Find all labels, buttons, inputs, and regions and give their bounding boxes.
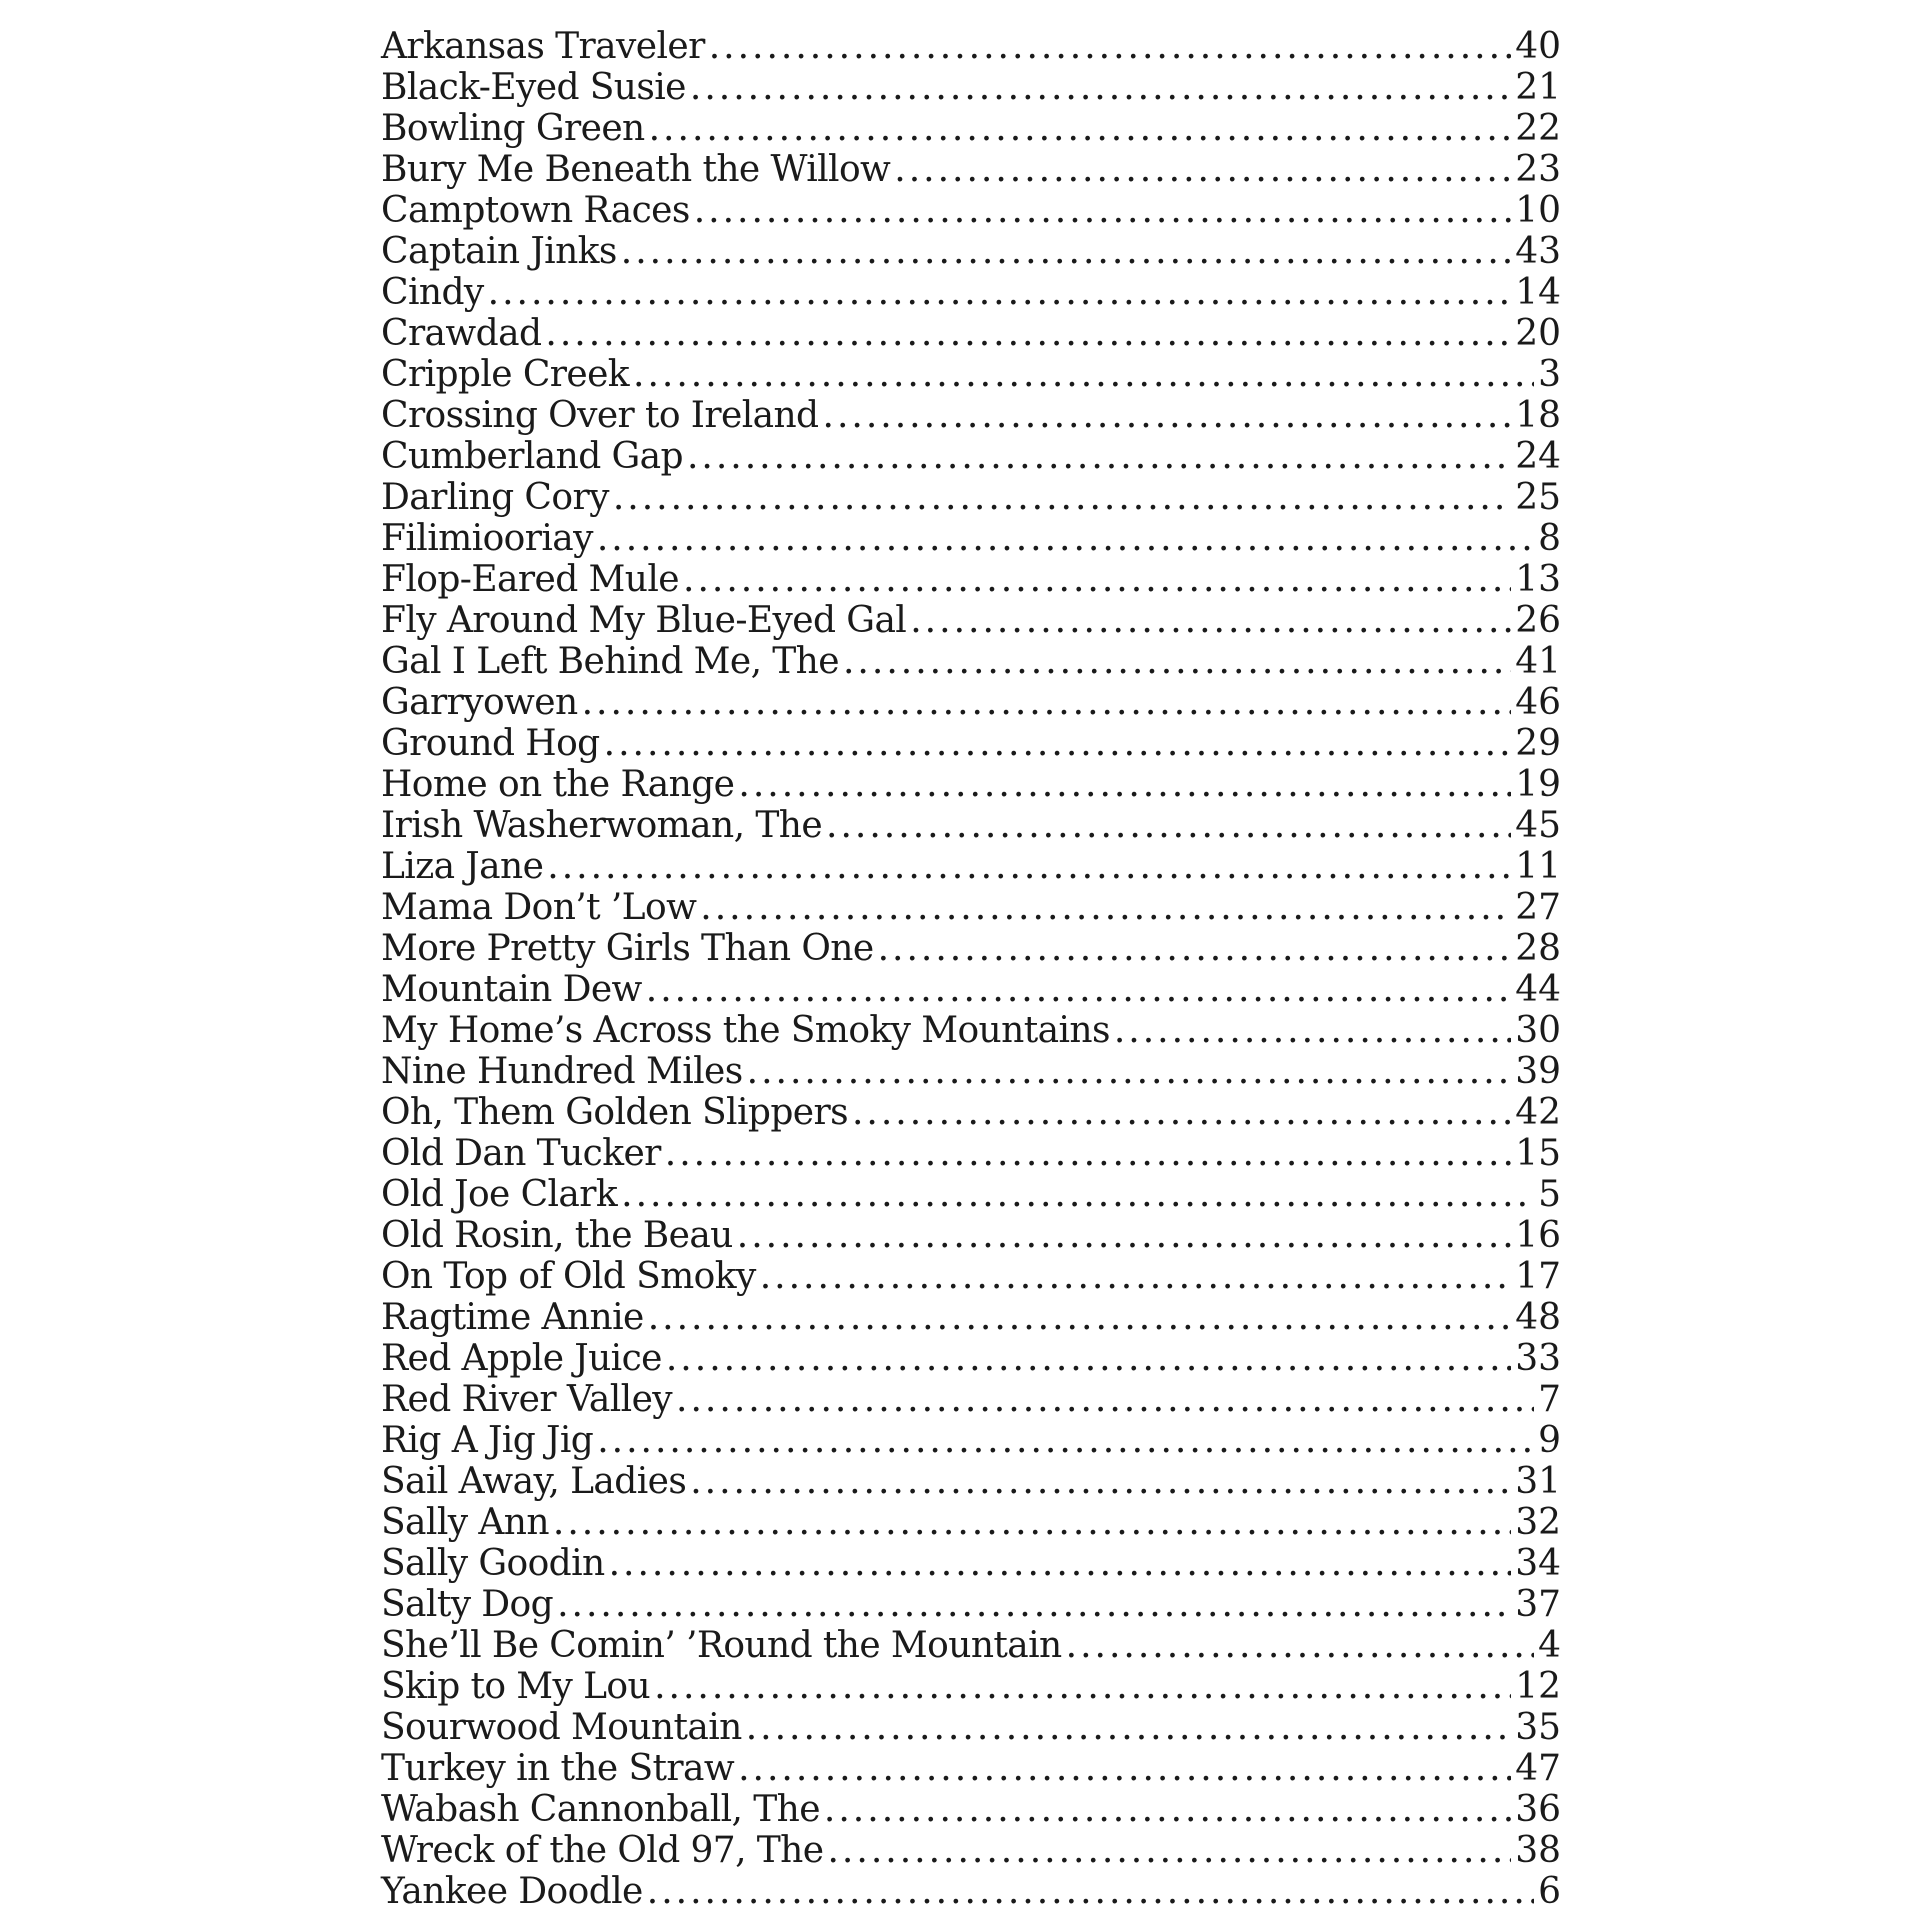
dot-leader — [852, 1092, 1511, 1133]
entry-title: Ragtime Annie — [381, 1297, 644, 1338]
entry-page-number: 47 — [1515, 1748, 1561, 1789]
toc-entry — [381, 1256, 1561, 1297]
toc-entry — [381, 1789, 1561, 1830]
toc-entry — [381, 723, 1561, 764]
entry-title: Nine Hundred Miles — [381, 1051, 743, 1092]
toc-entry — [381, 1543, 1561, 1584]
entry-page-number: 41 — [1515, 641, 1561, 682]
entry-title: My Home’s Across the Smoky Mountains — [381, 1010, 1110, 1051]
entry-page-number: 14 — [1515, 272, 1561, 313]
dot-leader — [547, 846, 1511, 887]
entry-page-number: 39 — [1515, 1051, 1561, 1092]
toc-entry — [381, 1584, 1561, 1625]
toc-entry — [381, 1502, 1561, 1543]
entry-page-number: 18 — [1515, 395, 1561, 436]
entry-page-number: 38 — [1515, 1830, 1561, 1871]
entry-title: Salty Dog — [381, 1584, 554, 1625]
toc-entry — [381, 805, 1561, 846]
dot-leader — [488, 272, 1512, 313]
entry-page-number: 42 — [1515, 1092, 1561, 1133]
entry-page-number: 33 — [1515, 1338, 1561, 1379]
toc-entry — [381, 477, 1561, 518]
entry-page-number: 16 — [1515, 1215, 1561, 1256]
toc-entry — [381, 354, 1561, 395]
toc-entry — [381, 108, 1561, 149]
entry-page-number: 29 — [1515, 723, 1561, 764]
entry-title: Old Dan Tucker — [381, 1133, 661, 1174]
entry-title: Cindy — [381, 272, 484, 313]
dot-leader — [738, 764, 1511, 805]
dot-leader — [621, 231, 1511, 272]
entry-title: Sourwood Mountain — [381, 1707, 742, 1748]
toc-entry — [381, 190, 1561, 231]
toc-entry — [381, 1871, 1561, 1912]
dot-leader — [824, 1789, 1511, 1830]
dot-leader — [654, 1666, 1511, 1707]
dot-leader — [694, 190, 1511, 231]
entry-page-number: 15 — [1515, 1133, 1561, 1174]
toc-entry — [381, 1133, 1561, 1174]
toc-entry — [381, 1830, 1561, 1871]
dot-leader — [746, 1707, 1511, 1748]
dot-leader — [604, 723, 1512, 764]
entry-page-number: 6 — [1538, 1871, 1561, 1912]
dot-leader — [676, 1379, 1534, 1420]
entry-page-number: 4 — [1538, 1625, 1561, 1666]
toc-entry — [381, 641, 1561, 682]
toc-entry — [381, 26, 1561, 67]
entry-page-number: 23 — [1515, 149, 1561, 190]
dot-leader — [878, 928, 1512, 969]
entry-title: Cumberland Gap — [381, 436, 683, 477]
entry-page-number: 13 — [1515, 559, 1561, 600]
entry-title: Liza Jane — [381, 846, 544, 887]
entry-page-number: 45 — [1515, 805, 1561, 846]
entry-title: Ground Hog — [381, 723, 600, 764]
dot-leader — [648, 1297, 1511, 1338]
table-of-contents — [381, 26, 1561, 1912]
entry-page-number: 32 — [1515, 1502, 1561, 1543]
entry-page-number: 26 — [1515, 600, 1561, 641]
toc-entry — [381, 272, 1561, 313]
entry-page-number: 22 — [1515, 108, 1561, 149]
entry-title: Captain Jinks — [381, 231, 617, 272]
toc-entry — [381, 1215, 1561, 1256]
entry-page-number: 8 — [1538, 518, 1561, 559]
dot-leader — [910, 600, 1511, 641]
entry-page-number: 7 — [1538, 1379, 1561, 1420]
entry-page-number: 36 — [1515, 1789, 1561, 1830]
dot-leader — [683, 559, 1511, 600]
entry-title: Red Apple Juice — [381, 1338, 662, 1379]
entry-title: Oh, Them Golden Slippers — [381, 1092, 848, 1133]
dot-leader — [700, 887, 1511, 928]
dot-leader — [894, 149, 1511, 190]
toc-entry — [381, 1461, 1561, 1502]
entry-title: Darling Cory — [381, 477, 609, 518]
toc-entry — [381, 600, 1561, 641]
dot-leader — [709, 26, 1512, 67]
entry-page-number: 20 — [1515, 313, 1561, 354]
toc-entry — [381, 1010, 1561, 1051]
toc-entry — [381, 887, 1561, 928]
entry-title: Garryowen — [381, 682, 578, 723]
toc-entry — [381, 518, 1561, 559]
entry-title: Red River Valley — [381, 1379, 673, 1420]
entry-page-number: 40 — [1515, 26, 1561, 67]
entry-page-number: 46 — [1515, 682, 1561, 723]
entry-title: Mountain Dew — [381, 969, 642, 1010]
entry-page-number: 48 — [1515, 1297, 1561, 1338]
entry-page-number: 30 — [1515, 1010, 1561, 1051]
entry-title: Rig A Jig Jig — [381, 1420, 594, 1461]
toc-entry — [381, 846, 1561, 887]
dot-leader — [613, 477, 1511, 518]
toc-entry — [381, 1297, 1561, 1338]
toc-entry — [381, 231, 1561, 272]
toc-entry — [381, 1748, 1561, 1789]
entry-title: Black-Eyed Susie — [381, 67, 686, 108]
entry-page-number: 27 — [1515, 887, 1561, 928]
toc-entry — [381, 559, 1561, 600]
dot-leader — [827, 1830, 1511, 1871]
toc-entry — [381, 682, 1561, 723]
toc-entry — [381, 1379, 1561, 1420]
dot-leader — [666, 1338, 1511, 1379]
entry-page-number: 44 — [1515, 969, 1561, 1010]
entry-title: Home on the Range — [381, 764, 735, 805]
entry-title: Crossing Over to Ireland — [381, 395, 819, 436]
entry-title: Filimiooriay — [381, 518, 593, 559]
dot-leader — [690, 1461, 1511, 1502]
toc-entry — [381, 1625, 1561, 1666]
dot-leader — [597, 518, 1534, 559]
entry-page-number: 25 — [1515, 477, 1561, 518]
entry-title: Flop-Eared Mule — [381, 559, 679, 600]
dot-leader — [1114, 1010, 1511, 1051]
entry-page-number: 10 — [1515, 190, 1561, 231]
entry-page-number: 24 — [1515, 436, 1561, 477]
entry-title: Gal I Left Behind Me, The — [381, 641, 839, 682]
dot-leader — [823, 395, 1512, 436]
dot-leader — [738, 1748, 1511, 1789]
entry-page-number: 12 — [1515, 1666, 1561, 1707]
entry-title: Bowling Green — [381, 108, 645, 149]
entry-title: Turkey in the Straw — [381, 1748, 735, 1789]
entry-page-number: 19 — [1515, 764, 1561, 805]
entry-title: Old Joe Clark — [381, 1174, 618, 1215]
entry-title: Irish Washerwoman, The — [381, 805, 823, 846]
entry-title: Wabash Cannonball, The — [381, 1789, 820, 1830]
entry-title: Bury Me Beneath the Willow — [381, 149, 891, 190]
dot-leader — [597, 1420, 1534, 1461]
dot-leader — [1066, 1625, 1534, 1666]
dot-leader — [633, 354, 1534, 395]
toc-entry — [381, 1338, 1561, 1379]
entry-title: Fly Around My Blue-Eyed Gal — [381, 600, 907, 641]
entry-title: Old Rosin, the Beau — [381, 1215, 733, 1256]
entry-page-number: 31 — [1515, 1461, 1561, 1502]
entry-page-number: 17 — [1515, 1256, 1561, 1297]
entry-title: Sally Goodin — [381, 1543, 605, 1584]
entry-page-number: 11 — [1515, 846, 1561, 887]
dot-leader — [553, 1502, 1511, 1543]
entry-page-number: 5 — [1538, 1174, 1561, 1215]
toc-entry — [381, 1420, 1561, 1461]
entry-title: She’ll Be Comin’ ’Round the Mountain — [381, 1625, 1062, 1666]
entry-title: Skip to My Lou — [381, 1666, 651, 1707]
toc-entry — [381, 67, 1561, 108]
entry-page-number: 37 — [1515, 1584, 1561, 1625]
entry-title: Arkansas Traveler — [381, 26, 705, 67]
entry-page-number: 34 — [1515, 1543, 1561, 1584]
toc-entry — [381, 1092, 1561, 1133]
entry-title: Sail Away, Ladies — [381, 1461, 687, 1502]
entry-title: Wreck of the Old 97, The — [381, 1830, 824, 1871]
entry-title: Mama Don’t ’Low — [381, 887, 697, 928]
dot-leader — [826, 805, 1511, 846]
dot-leader — [646, 969, 1511, 1010]
dot-leader — [687, 436, 1511, 477]
dot-leader — [557, 1584, 1511, 1625]
entry-title: Camptown Races — [381, 190, 690, 231]
dot-leader — [609, 1543, 1512, 1584]
dot-leader — [747, 1051, 1512, 1092]
toc-entry — [381, 313, 1561, 354]
entry-page-number: 43 — [1515, 231, 1561, 272]
entry-title: Cripple Creek — [381, 354, 629, 395]
dot-leader — [649, 108, 1512, 149]
toc-entry — [381, 1051, 1561, 1092]
toc-entry — [381, 149, 1561, 190]
toc-entry — [381, 764, 1561, 805]
dot-leader — [582, 682, 1512, 723]
entry-page-number: 21 — [1515, 67, 1561, 108]
toc-entry — [381, 1666, 1561, 1707]
toc-entry — [381, 969, 1561, 1010]
toc-entry — [381, 1174, 1561, 1215]
entry-page-number: 35 — [1515, 1707, 1561, 1748]
entry-page-number: 3 — [1538, 354, 1561, 395]
toc-entry — [381, 395, 1561, 436]
entry-title: Crawdad — [381, 313, 542, 354]
entry-page-number: 9 — [1538, 1420, 1561, 1461]
dot-leader — [665, 1133, 1511, 1174]
dot-leader — [843, 641, 1511, 682]
entry-title: More Pretty Girls Than One — [381, 928, 874, 969]
dot-leader — [545, 313, 1511, 354]
dot-leader — [690, 67, 1511, 108]
entry-page-number: 28 — [1515, 928, 1561, 969]
entry-title: On Top of Old Smoky — [381, 1256, 756, 1297]
dot-leader — [737, 1215, 1511, 1256]
toc-entry — [381, 1707, 1561, 1748]
toc-entry — [381, 928, 1561, 969]
entry-title: Sally Ann — [381, 1502, 549, 1543]
dot-leader — [760, 1256, 1511, 1297]
dot-leader — [647, 1871, 1534, 1912]
entry-title: Yankee Doodle — [381, 1871, 643, 1912]
dot-leader — [621, 1174, 1534, 1215]
toc-entry — [381, 436, 1561, 477]
